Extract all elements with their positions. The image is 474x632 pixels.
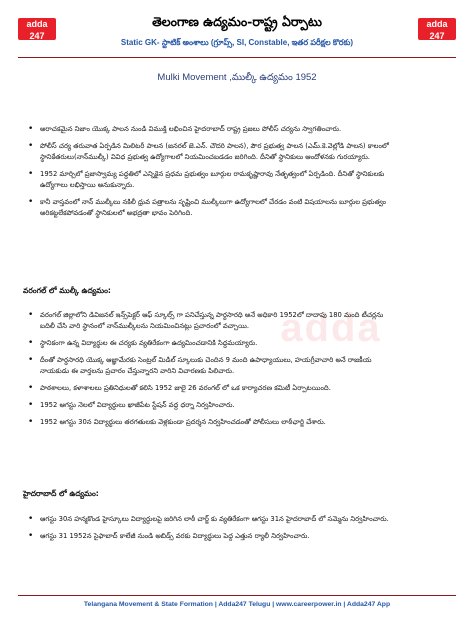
list-item: • 1952 ఆగస్టు 30న విద్యార్థులు తరగతులకు వెళ్లకుండా ప్రదర్శన నిర్వహించడంతో పోలీసులు లాఠీఛార్జి చేశారు. — [20, 417, 392, 428]
page-subtitle: Static GK- స్టాటిక్ అంశాలు (గ్రూప్స్, SI, Constable, ఇతర పరీక్షల కొరకు) — [120, 38, 354, 47]
section-heading: Mulki Movement ,ముల్కీ ఉద్యమం 1952 — [157, 72, 317, 83]
intro-bullet-list — [20, 124, 392, 225]
list-item: • వరంగల్ జిల్లాలోని డివిజనల్ ఇన్స్‌పెక్టర్ ఆఫ్ స్కూల్స్ గా పనిచేస్తున్న పార్థసారధి అనే అధికారి 1952లో దాదాపు 180 మంది టీచర్లను బదిలీ చేసి వారి స్థానంలో నాన్‌ముల్కీలను నియమించినట్లు ప్రచారంలో వచ్చాయి. — [20, 310, 392, 332]
list-item: • ఆగస్టు 30న హన్మకొండ హైస్కూలు విద్యార్థులపై జరిగిన లాఠీ చార్జ్ కు వ్యతిరేకంగా ఆగస్టు 31న హైదరాబాద్ లో సమ్మెను నిర్వహించారు. — [20, 514, 392, 525]
logo-sub-text: తెలుగు — [430, 42, 444, 48]
list-item: • కానీ వాస్తవంలో నాన్ ముల్కీలు నకిలీ ధ్రువ పత్రాలను సృష్టించి ముల్కీలుగా ఉద్యోగాలలో చేరడం వంటి విషయాలను బూర్గుల ప్రభుత్వం అరికట్టలేకపోవడంతో స్థానికులలో అభద్రతా భావం పెరిగింది. — [20, 197, 392, 219]
warangal-bullet-list — [20, 310, 392, 434]
header-divider — [18, 57, 456, 58]
list-item: • 1952 మార్చిలో ప్రజాస్వామ్య పద్ధతిలో ఎన్నికైన ప్రధమ ప్రభుత్వం బూర్గుల రామకృష్ణారావు నేతృత్వంలో ఏర్పడింది. దీనితో స్థానికులకు ఉద్యోగాలు లభిస్తాయి అనుకున్నారు. — [20, 169, 392, 191]
list-item: • ఆగస్టు 31 1952న సైఫాబాద్ కాలేజీ నుండి అబిడ్స్ వరకు విద్యార్థులు పెద్ద ఎత్తున ర్యాలీ నిర్వహించారు. — [20, 531, 392, 542]
warangal-section-label: వరంగల్ లో ముల్కీ ఉద్యమం: — [23, 286, 111, 295]
hyderabad-section-label: హైదరాబాద్ లో ఉద్యమం: — [23, 489, 99, 498]
footer-divider — [18, 595, 456, 596]
list-item: • స్థానికంగా ఉన్న విద్యార్థుల ఈ చర్యకు వ్యతిరేకంగా ఉద్యమించడానికి సిద్ధమయ్యారు. — [20, 338, 392, 349]
hyderabad-bullet-list — [20, 514, 392, 548]
list-item: • దీంతో పార్థసారధి యొక్క ఆజ్ఞామేరకు సెంట్రల్ మిడిల్ స్కూలుకు చెందిన 9 మంది ఉపాధ్యాయులు, హయగ్రీవాచారి అనే రాజకీయ నాయకుడు ఈ వార్తలను ప్రచారం చేస్తున్నారని వారిని విచారణకు పిలిచారు. — [20, 355, 392, 377]
list-item: • అరాచకమైన నిజాం యొక్క పాలన నుండి విముక్తి లభించిన హైదరాబాద్ రాష్ట్ర ప్రజలు పోలీస్ చర్యను స్వాగతించారు. — [20, 124, 392, 135]
page-footer: Telangana Movement & State Formation | Adda247 Telugu | www.careerpower.in | Adda247 App — [83, 601, 391, 608]
logo-main-text: adda 247 — [26, 19, 48, 41]
logo-main-text: adda 247 — [426, 19, 448, 41]
list-item: • పోలీస్ చర్య తరువాత ఏర్పడిన మిలిటరీ పాలన (జనరల్ జె.ఎన్. చౌదరి పాలన), పౌర ప్రభుత్వ పాలన (ఎమ్.కె.వెల్లోడి పాలన) కాలంలో స్థానికేతరులు(నాన్‌ముల్కీ) వివిధ ప్రభుత్వ ఉద్యోగాలలో నియమించబడడం జరిగింది. దీనితో స్థానికులు ఆందోళనకు గురయ్యారు. — [20, 141, 392, 163]
adda-watermark: adda — [280, 306, 382, 350]
logo-sub-text: తెలుగు — [30, 42, 44, 48]
list-item: • 1952 ఆగస్టు నెలలో విద్యార్థులు ఖాజీపేట స్టేషన్ వద్ద ధర్నా నిర్వహించారు. — [20, 400, 392, 411]
list-item: • పాఠశాలలు, కళాశాలలు ప్రతినిధులతో కలిసి 1952 జులై 26 వరంగల్ లో ఒక కార్యాచరణ కమిటీ ఏర్పాటయింది. — [20, 383, 392, 394]
page-title: తెలంగాణ ఉద్యమం-రాష్ట్ర ఏర్పాటు — [152, 14, 322, 29]
